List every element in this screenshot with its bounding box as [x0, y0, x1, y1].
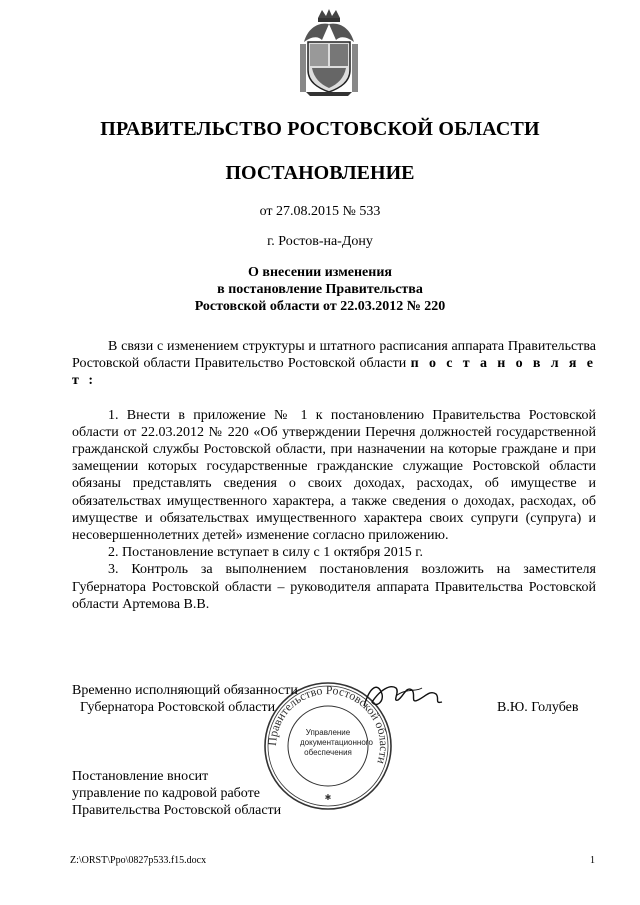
coat-of-arms-icon	[296, 8, 362, 98]
note-line: управление по кадровой работе	[72, 786, 260, 801]
note-line: Правительства Ростовской области	[72, 803, 282, 818]
note-line: Постановление вносит	[72, 769, 209, 784]
subject-line: в постановление Правительства	[217, 282, 423, 297]
signer-position-line: Временно исполняющий обязанности	[72, 683, 298, 698]
svg-text:✱: ✱	[324, 793, 332, 802]
document-city: г. Ростов-на-Дону	[267, 234, 373, 249]
seal-line: обеспечения	[304, 748, 352, 757]
document-kind: ПОСТАНОВЛЕНИЕ	[225, 162, 415, 184]
item-2-paragraph: 2. Постановление вступает в силу с 1 октября 2015 г.	[108, 545, 423, 561]
preamble-paragraph	[72, 338, 596, 390]
document-date-number: от 27.08.2015 № 533	[259, 204, 381, 219]
footer-page-number: 1	[590, 855, 595, 866]
seal-inner-text	[300, 728, 373, 758]
government-title: ПРАВИТЕЛЬСТВО РОСТОВСКОЙ ОБЛАСТИ	[100, 118, 540, 140]
footer-file-path: Z:\ORST\Ppo\0827p533.f15.docx	[70, 855, 207, 866]
resolves-word: п о с т а н о в л я е т :	[72, 356, 597, 389]
item-3-paragraph: 3. Контроль за выполнением постановления возложить на заместителя Губернатора Ростовской области – руководителя аппарата Правительства Ростовской области Артемова В.В.	[72, 562, 596, 612]
seal-ring-text: Правительство Ростовской области	[264, 682, 392, 766]
signer-name: В.Ю. Голубев	[497, 700, 579, 715]
document-body	[72, 338, 596, 613]
subject-line: Ростовской области от 22.03.2012 № 220	[194, 299, 446, 314]
subject-line: О внесении изменения	[248, 265, 392, 280]
seal-line: документационного	[300, 738, 373, 747]
signature-icon	[356, 676, 496, 716]
document-subject	[0, 264, 640, 315]
preamble-text: В связи с изменением структуры и штатного расписания аппарата Правительства Ростовской области Правительство Ростовской области	[72, 339, 596, 372]
submission-note	[72, 768, 281, 819]
item-1-paragraph: 1. Внести в приложение № 1 к постановлению Правительства Ростовской области от 22.03.2012 № 220 «Об утверждении Перечня должностей государственной гражданской службы Ростовской области, при назначении на которые граждане и при замещении которых государственные гражданские служащие Ростовской области обязаны представлять сведения о своих доходах, расходах, об имуществе и обязательствах имущественного характера, а также сведения о доходах, расходах, об имуществе и обязательствах имущественного характера своих супруги (супруга) и несовершеннолетних детей» изменение согласно приложению.	[72, 407, 596, 544]
signer-position-line: Губернатора Ростовской области	[80, 700, 276, 715]
seal-line: Управление	[305, 728, 351, 737]
